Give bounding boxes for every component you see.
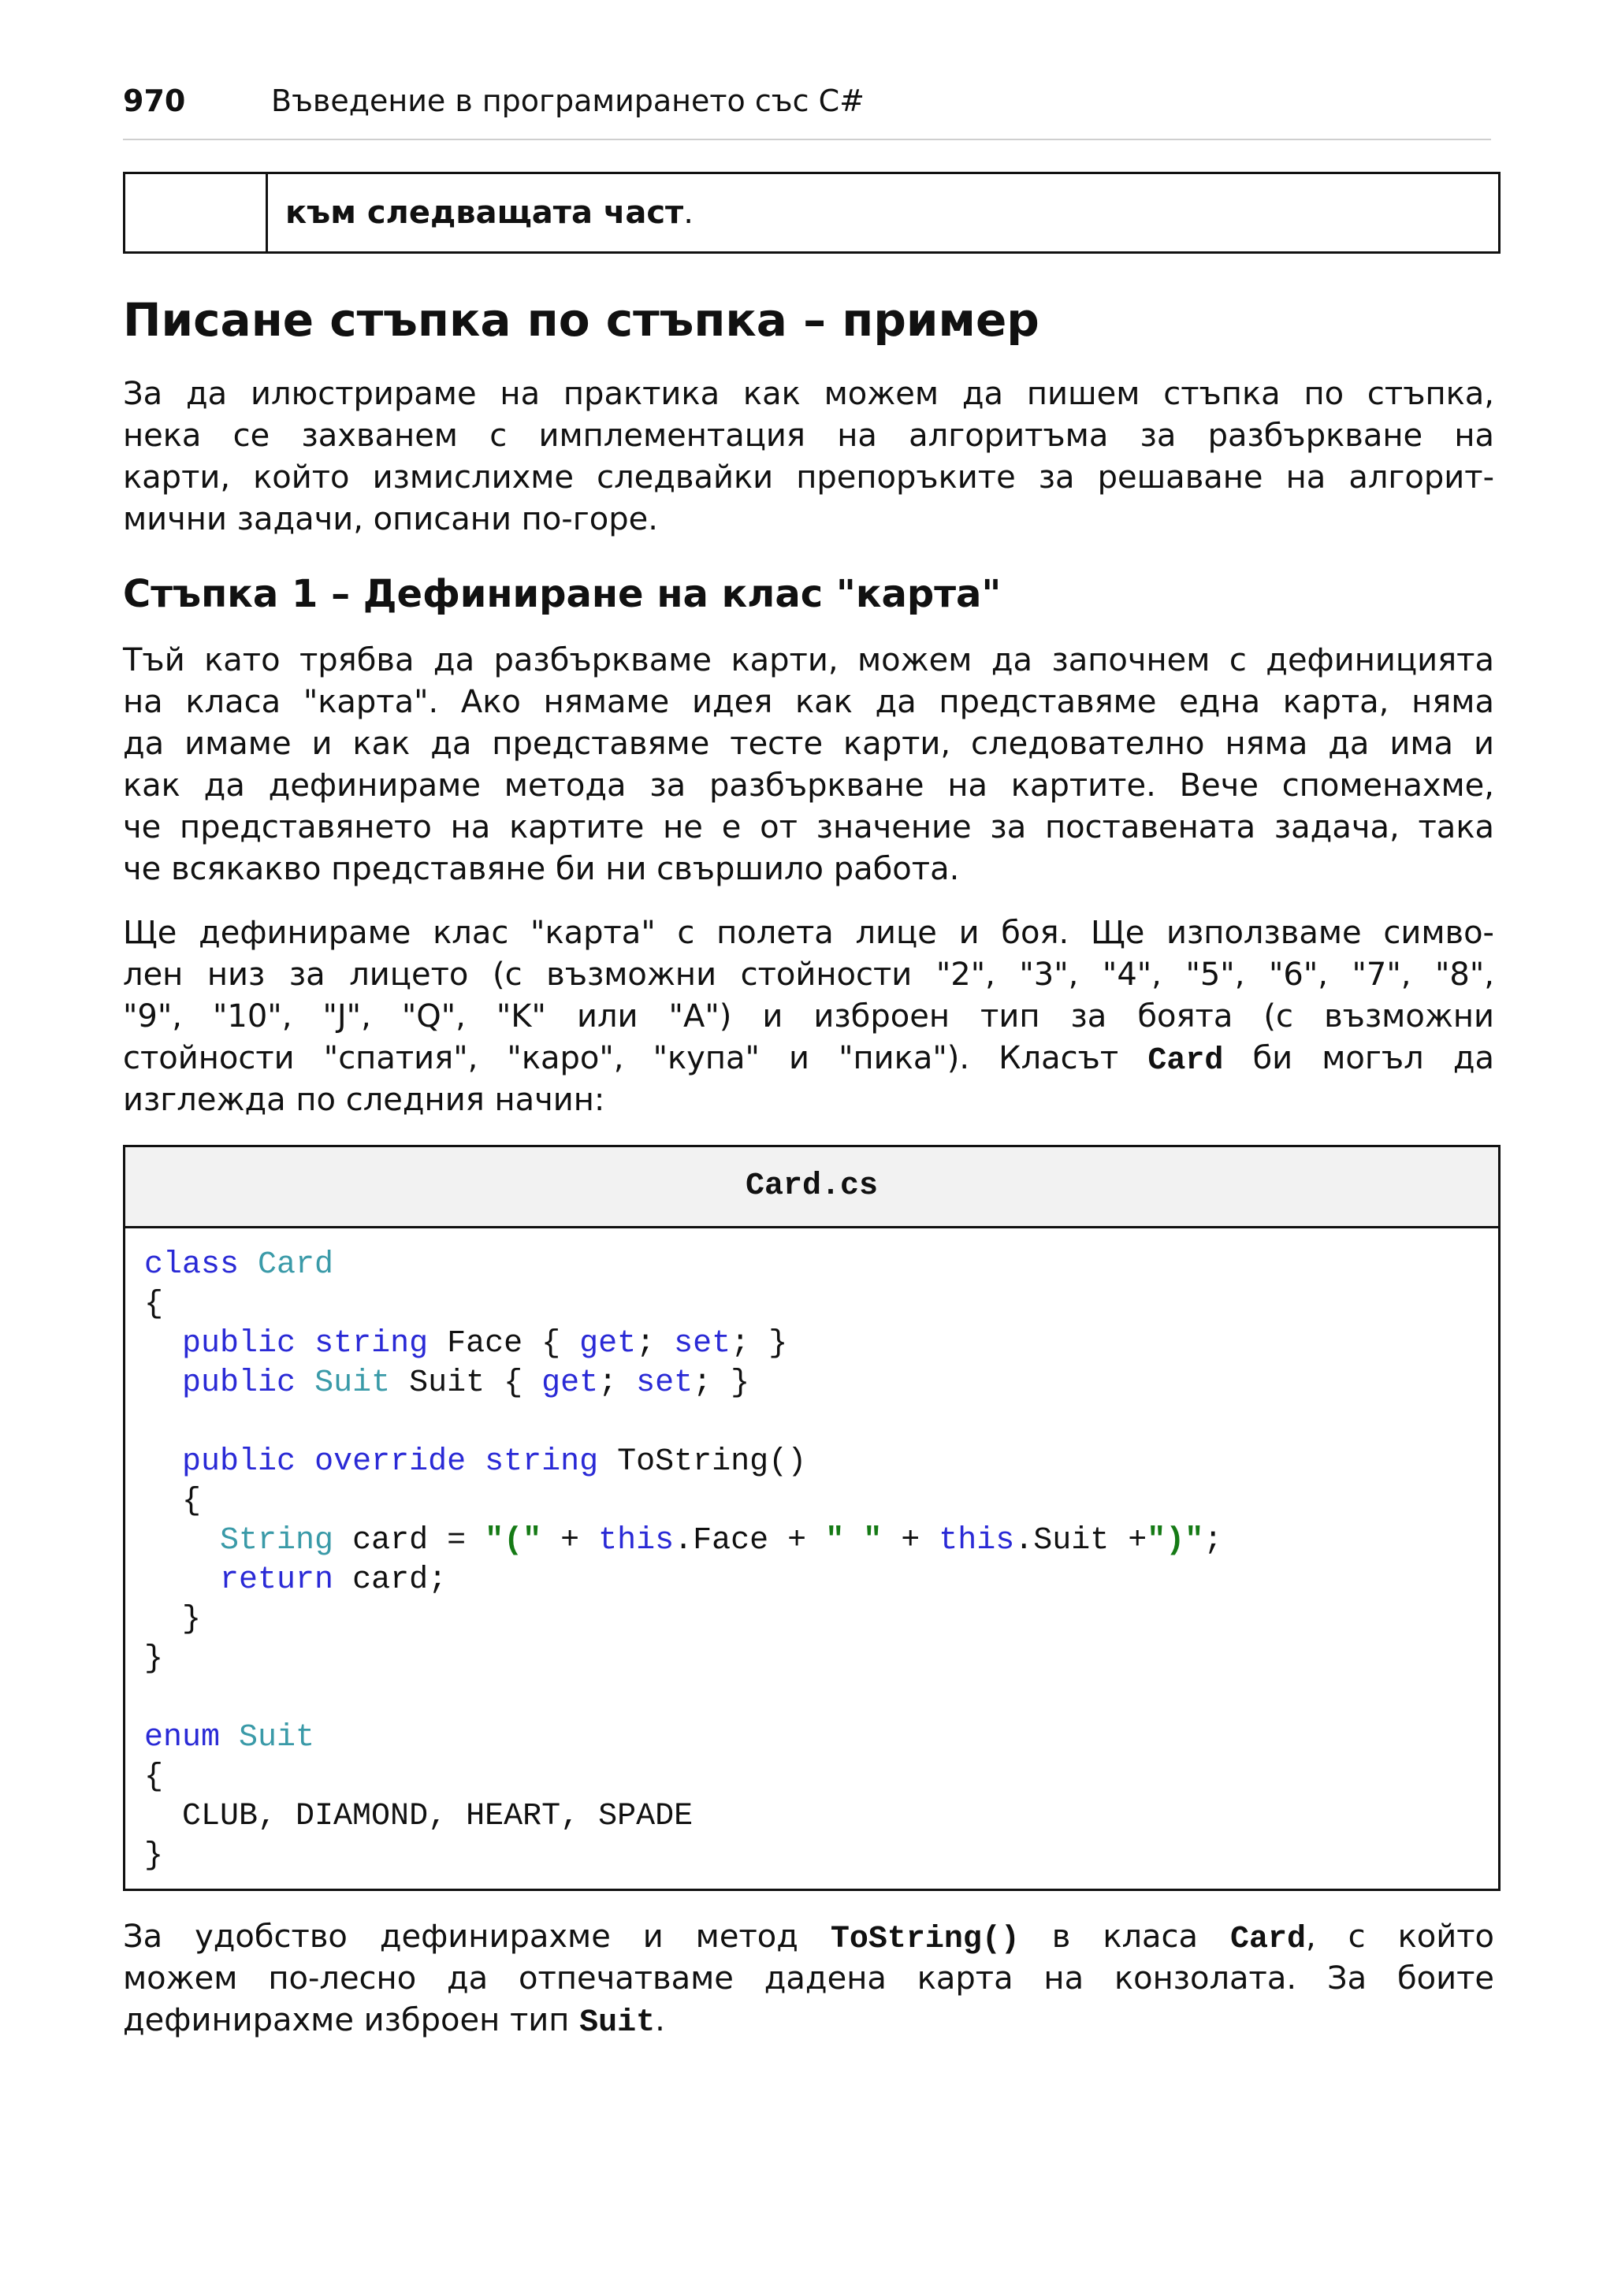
code-line: }	[144, 1602, 202, 1637]
code-line: CLUB, DIAMOND, HEART, SPADE	[182, 1799, 694, 1834]
inline-code-suit: Suit	[579, 2005, 656, 2041]
code-line	[144, 1679, 1498, 1718]
inline-code-tostring: ToString()	[830, 1922, 1020, 1957]
code-line: public override string ToString()	[182, 1444, 807, 1480]
paragraph-line: мични задачи, описани по-горе.	[123, 501, 658, 537]
line-text: би могъл да	[1223, 1040, 1494, 1076]
table-right-cell	[268, 174, 1498, 251]
paragraph-after-code	[123, 1916, 1494, 2042]
step-title: Стъпка 1 – Дефиниране на клас "карта"	[123, 572, 1002, 616]
paragraph-line: Тъй като трябва да разбъркваме карти, можем да започнем с дефиницията	[123, 642, 1494, 678]
code-line: public string Face { get; set; }	[182, 1326, 788, 1362]
table-bold-text: към следващата част	[285, 195, 684, 231]
inline-code-card: Card	[1230, 1922, 1307, 1957]
code-line: }	[144, 1838, 164, 1874]
code-body	[125, 1228, 1498, 1876]
section-title: Писане стъпка по стъпка – пример	[123, 293, 1039, 347]
paragraph-2	[123, 912, 1494, 1121]
code-line: public Suit Suit { get; set; }	[182, 1365, 750, 1401]
code-line: return card;	[220, 1562, 448, 1598]
table-left-cell	[125, 174, 268, 251]
paragraph-line	[123, 1038, 1494, 1079]
paragraph-line: нека се захванем с имплементация на алгоритъма за разбъркване на	[123, 418, 1494, 454]
paragraph-line: За да илюстрираме на практика как можем да пишем стъпка по стъпка,	[123, 376, 1494, 412]
paragraph-line: как да дефинираме метода за разбъркване на картите. Вече споменахме,	[123, 767, 1494, 804]
book-title: Въведение в програмирането със C#	[271, 84, 865, 118]
paragraph-line: че всякакво представяне би ни свършило работа.	[123, 851, 960, 887]
code-line: {	[144, 1484, 202, 1519]
code-line: {	[144, 1287, 164, 1322]
paragraph-line: можем по-лесно да отпечатваме дадена карта на конзолата. За боите	[123, 1960, 1494, 1997]
code-line: String card = "(" + this.Face + " " + this.Suit +")";	[220, 1523, 1223, 1559]
code-line	[144, 1403, 1498, 1443]
code-filename: Card.cs	[125, 1147, 1498, 1228]
paragraph-line: карти, който измислихме следвайки препоръките за решаване на алгорит-	[123, 459, 1494, 496]
paragraph-line: на класа "карта". Ако нямаме идея как да представяме една карта, няма	[123, 684, 1494, 720]
paragraph-line: че представянето на картите не е от значение за поставената задача, така	[123, 809, 1494, 845]
code-line: {	[144, 1759, 164, 1795]
paragraph-line: лен низ за лицето (с възможни стойности "2", "3", "4", "5", "6", "7", "8",	[123, 957, 1494, 993]
code-line: enum Suit	[144, 1720, 315, 1755]
page-number: 970	[123, 84, 186, 118]
paragraph-line: За удобство дефинирахме и метод ToString() в класа Card, с който	[123, 1919, 1494, 1957]
paragraph-line: Ще дефинираме клас "карта" с полета лице и боя. Ще използваме симво-	[123, 915, 1494, 951]
code-line: }	[144, 1641, 164, 1677]
paragraph-line: дефинирахме изброен тип Suit.	[123, 2002, 665, 2041]
paragraph-1	[123, 640, 1494, 890]
page-header	[123, 82, 1491, 140]
intro-paragraph	[123, 373, 1494, 541]
paragraph-line: да имаме и как да представяме тесте карти, следователно няма да има и	[123, 726, 1494, 762]
table-period: .	[683, 195, 694, 231]
paragraph-line: "9", "10", "J", "Q", "K" или "A") и изброен тип за боята (с възможни	[123, 998, 1494, 1035]
inline-code-card: Card	[1147, 1043, 1224, 1079]
code-listing	[123, 1145, 1501, 1891]
continued-table	[123, 172, 1501, 254]
line-text: стойности "спатия", "каро", "купа" и "пика"). Класът	[123, 1040, 1148, 1076]
paragraph-line: изглежда по следния начин:	[123, 1082, 605, 1118]
code-line: class Card	[144, 1247, 334, 1283]
